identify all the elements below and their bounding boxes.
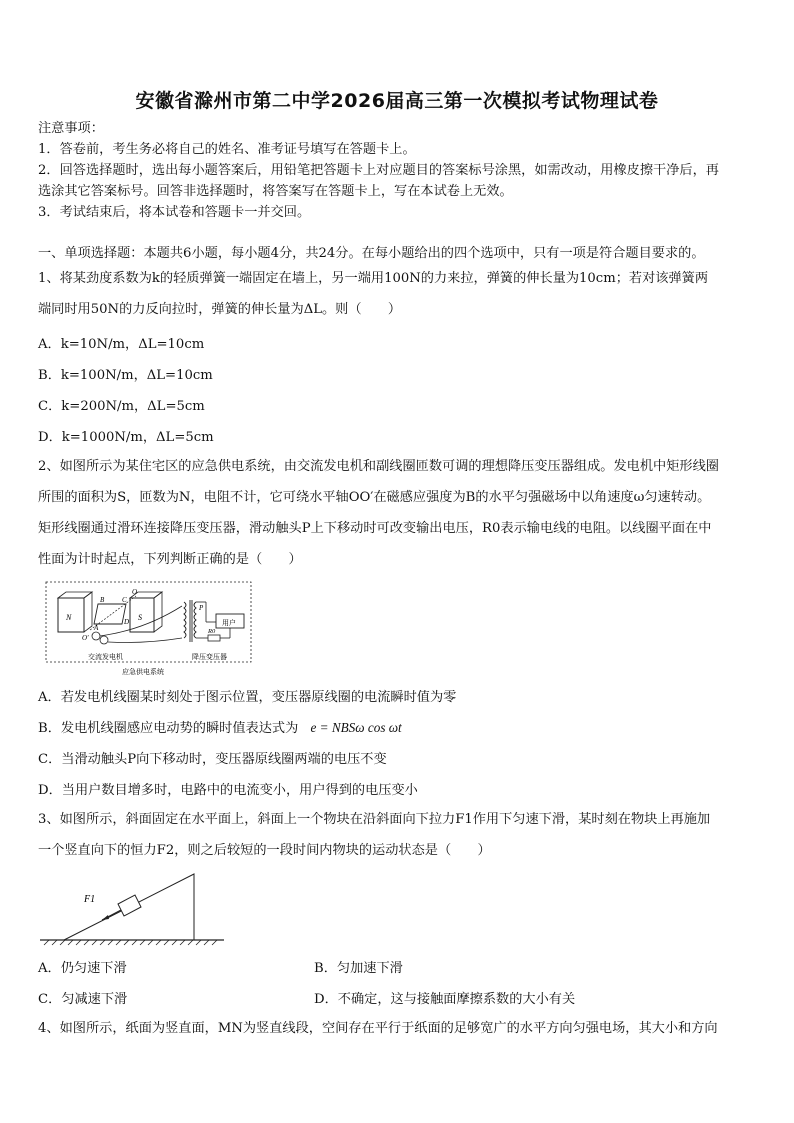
label-f1: F1 (84, 894, 96, 905)
page-title: 安徽省滁州市第二中学2026届高三第一次模拟考试物理试卷 (135, 90, 659, 112)
system-frame (46, 582, 251, 662)
resistor-r0 (208, 635, 220, 641)
label-s: S (138, 613, 142, 622)
q3-line1: 3、如图所示，斜面固定在水平面上，斜面上一个物块在沿斜面向下拉力F1作用下匀速下滑，某时刻在物块上再施加 (38, 812, 711, 827)
q2-line4: 性面为计时起点，下列判断正确的是（ ） (38, 552, 302, 567)
q3-option-a: A．仍匀速下滑 (38, 961, 127, 976)
q2-option-c: C．当滑动触头P向下移动时，变压器原线圈两端的电压不变 (38, 752, 387, 767)
svg-text:用户: 用户 (222, 619, 236, 627)
svg-text:B: B (100, 596, 105, 604)
q2-circuit-figure (44, 580, 254, 678)
q2-line3: 矩形线圈通过滑环连接降压变压器，滑动触头P上下移动时可改变输出电压，R0表示输电线的电阻。以线圈平面在中 (38, 521, 712, 536)
q2-option-d: D．当用户数目增多时，电路中的电流变小，用户得到的电压变小 (38, 783, 418, 798)
note-3: 3．考试结束后，将本试卷和答题卡一并交回。 (38, 205, 311, 220)
label-transformer: 降压变压器 (192, 653, 227, 661)
q3-line2: 一个竖直向下的恒力F2，则之后较短的一段时间内物块的运动状态是（ ） (38, 843, 491, 858)
label-n: N (66, 613, 72, 622)
magnet-s (130, 598, 154, 632)
svg-text:D: D (124, 618, 130, 626)
slip-ring-1 (92, 632, 100, 640)
q2-option-a: A．若发电机线圈某时刻处于图示位置，变压器原线圈的电流瞬时值为零 (38, 690, 457, 705)
label-system: 应急供电系统 (122, 668, 164, 676)
section-heading: 一、单项选择题：本题共6小题，每小题4分，共24分。在每小题给出的四个选项中，只有一项是符合题目要求的。 (38, 246, 705, 261)
svg-text:O′: O′ (82, 634, 89, 642)
notes-heading: 注意事项： (38, 121, 104, 136)
slip-ring-2 (100, 636, 108, 644)
q3-option-d: D．不确定，这与接触面摩擦系数的大小有关 (314, 992, 576, 1007)
svg-text:C: C (122, 596, 127, 604)
note-2: 2．回答选择题时，选出每小题答案后，用铅笔把答题卡上对应题目的答案标号涂黑，如需改动，用橡皮擦干净后，再 (38, 163, 719, 178)
note-2-cont: 选涂其它答案标号。回答非选择题时，将答案写在答题卡上，写在本试卷上无效。 (38, 184, 513, 199)
q1-line2: 端同时用50N的力反向拉时，弹簧的伸长量为ΔL。则（ ） (38, 302, 402, 317)
q1-option-d: D．k=1000N/m，ΔL=5cm (38, 430, 214, 445)
block (118, 895, 141, 916)
note-1: 1．答卷前，考生务必将自己的姓名、准考证号填写在答题卡上。 (38, 142, 416, 157)
svg-text:P: P (199, 604, 204, 612)
q3-incline-figure (38, 870, 228, 946)
q1-option-b: B．k=100N/m，ΔL=10cm (38, 368, 213, 383)
q2-option-b: B．发电机线圈感应电动势的瞬时值表达式为 e = NBSω cos ωt (38, 720, 402, 736)
label-generator: 交流发电机 (88, 653, 123, 661)
q1-option-a: A．k=10N/m，ΔL=10cm (38, 337, 205, 352)
svg-text:R0: R0 (208, 628, 216, 635)
q2-line2: 所围的面积为S，匝数为N，电阻不计，它可绕水平轴OO′在磁感应强度为B的水平匀强磁场中以角速度ω匀速转动。 (38, 490, 711, 505)
q2-line1: 2、如图所示为某住宅区的应急供电系统，由交流发电机和副线圈匝数可调的理想降压变压器组成。发电机中矩形线圈 (38, 459, 719, 474)
svg-text:O: O (132, 588, 138, 596)
q2-formula: e = NBSω cos ωt (310, 720, 402, 735)
q1-option-c: C．k=200N/m，ΔL=5cm (38, 399, 205, 414)
q1-line1: 1、将某劲度系数为k的轻质弹簧一端固定在墙上，另一端用100N的力来拉，弹簧的伸长量为10cm；若对该弹簧两 (38, 271, 709, 286)
secondary-coil (194, 602, 196, 638)
svg-text:A: A (94, 624, 99, 632)
primary-coil (184, 602, 186, 638)
q3-option-b: B．匀加速下滑 (314, 961, 403, 976)
q4-line1: 4、如图所示，纸面为竖直面，MN为竖直线段，空间存在平行于纸面的足够宽广的水平方向匀强电场，其大小和方向 (38, 1021, 718, 1036)
q3-option-c: C．匀减速下滑 (38, 992, 128, 1007)
